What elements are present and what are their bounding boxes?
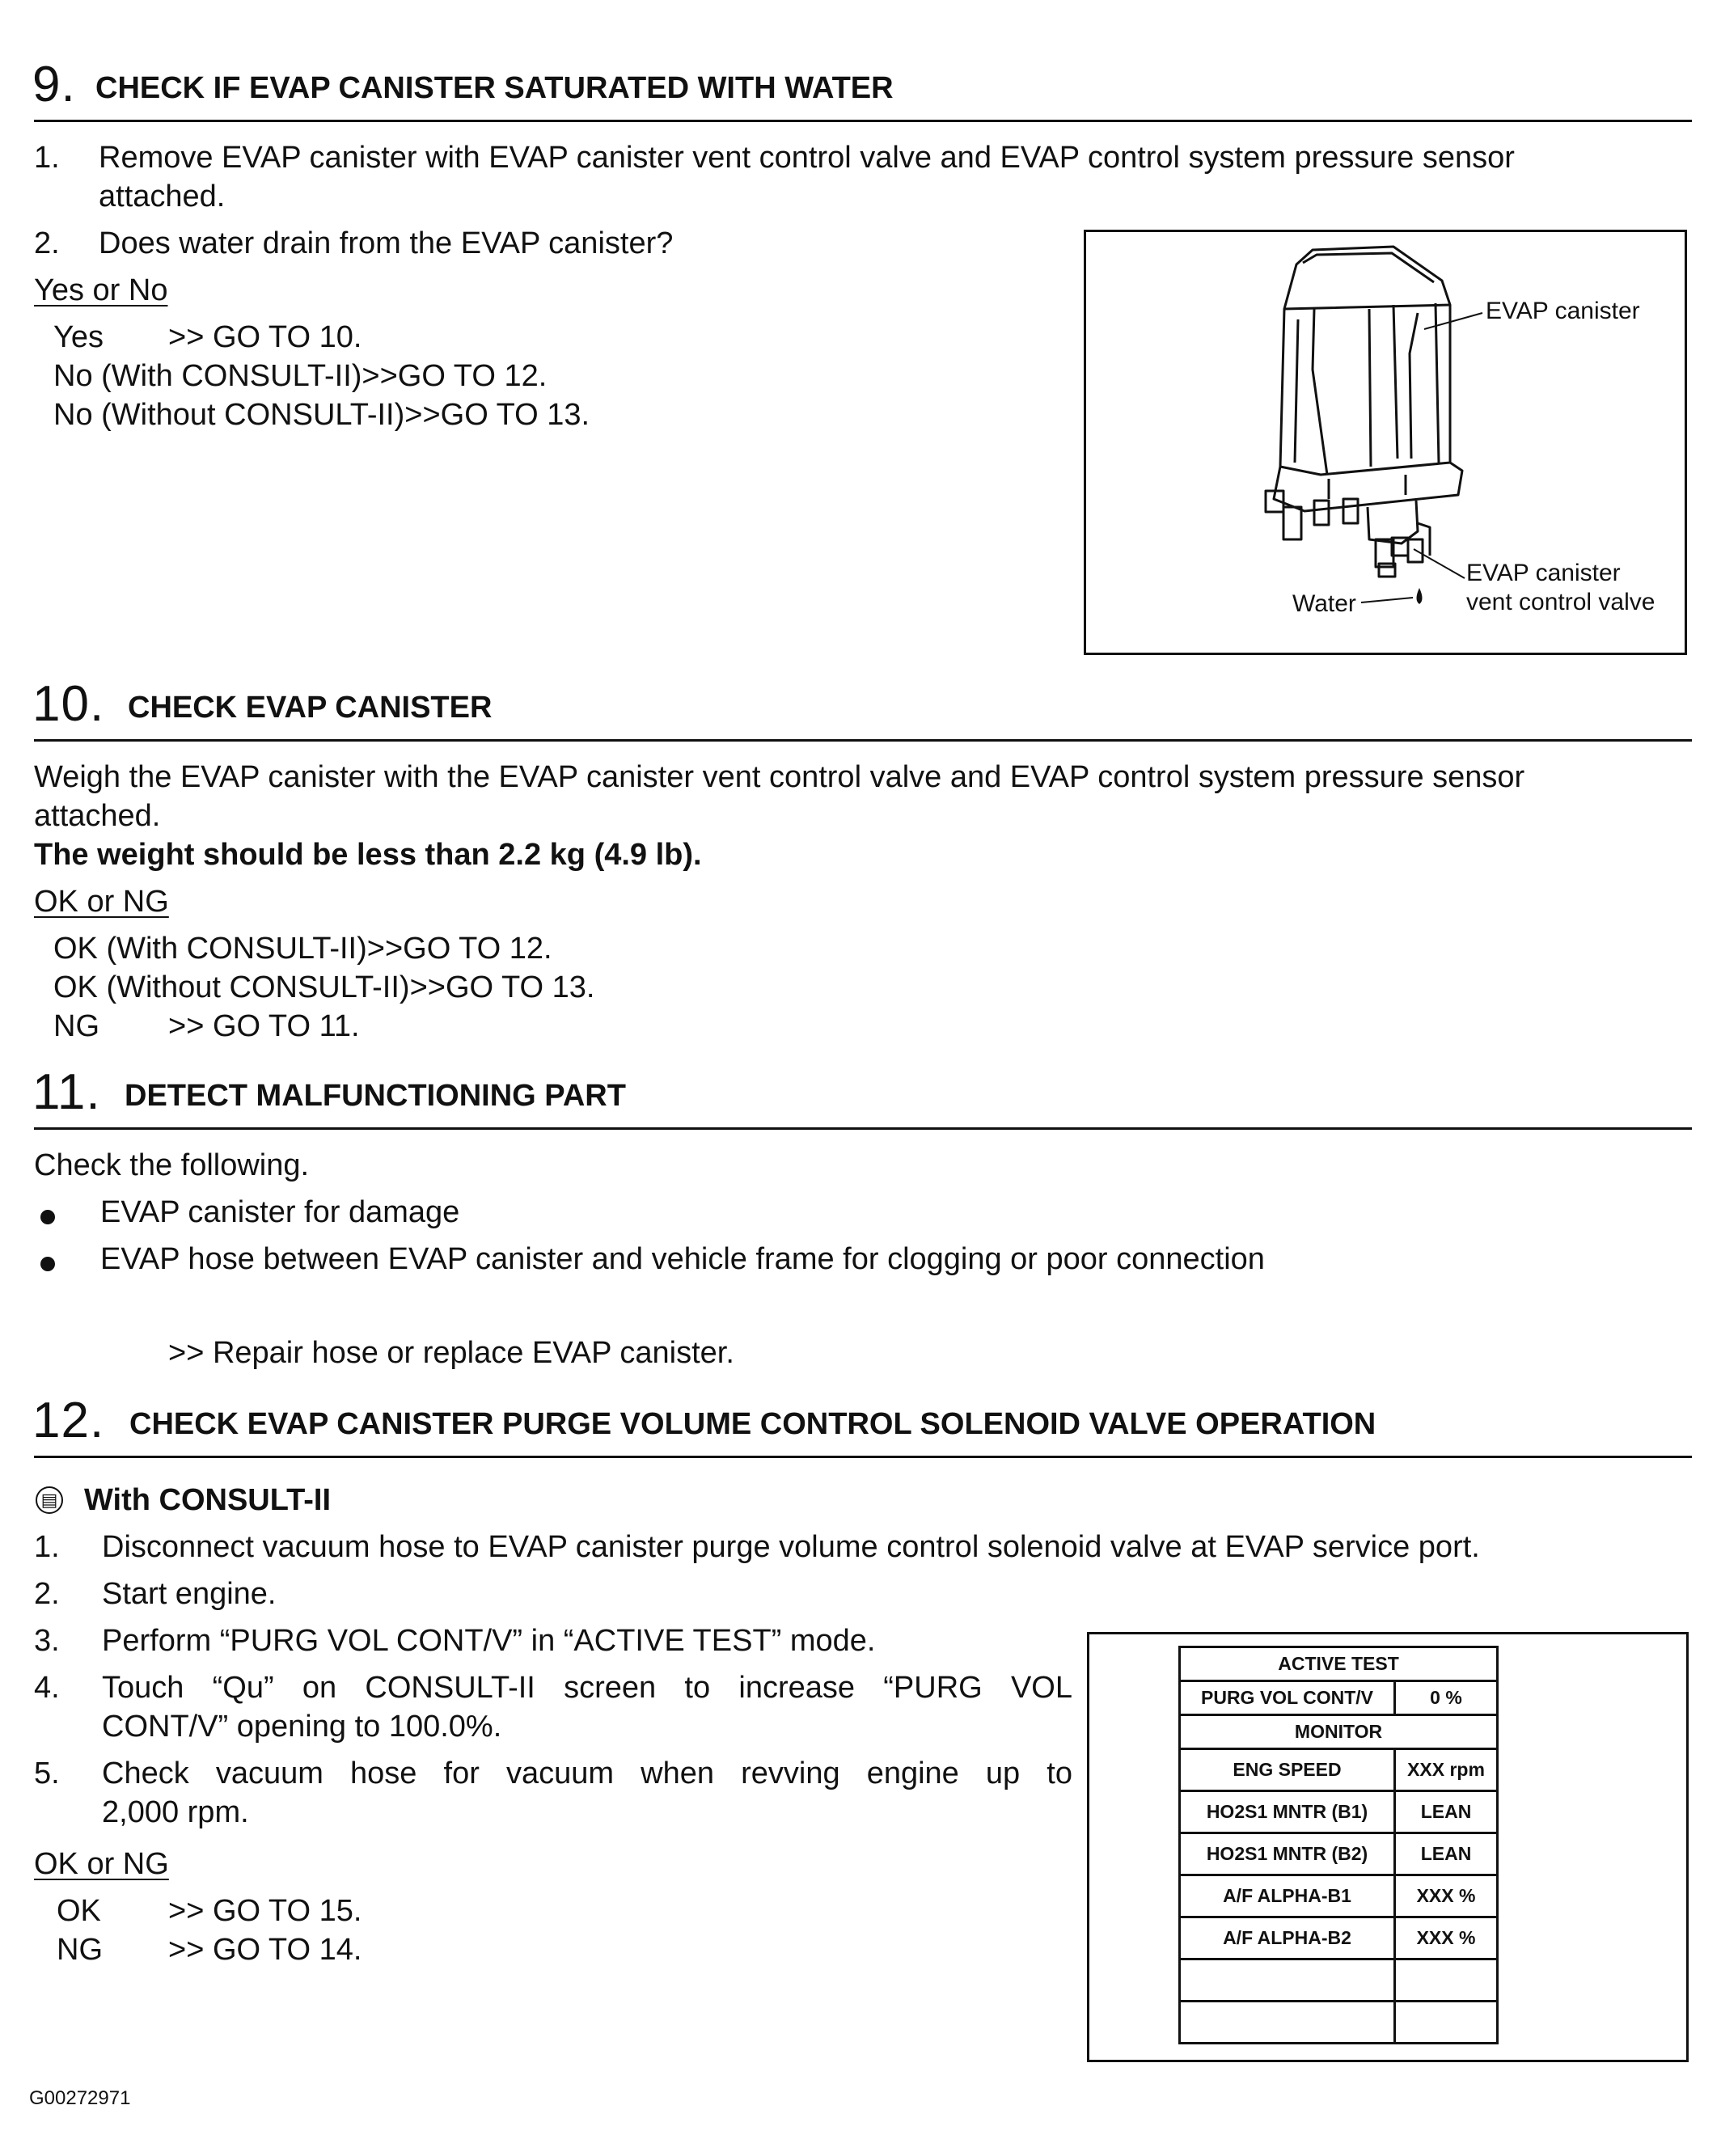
- s10-spec: The weight should be less than 2.2 kg (4.9 lb).: [34, 838, 702, 872]
- s12-result-ng-action: >> GO TO 14.: [168, 1933, 362, 1967]
- s10-result-ok-consult: OK (With CONSULT-II)>>GO TO 12.: [53, 932, 552, 966]
- s9-step-1-num: 1.: [34, 141, 60, 175]
- s12-step-3-num: 3.: [34, 1624, 60, 1658]
- section-12-number: 12.: [32, 1393, 105, 1448]
- s10-decision-label: OK or NG: [34, 885, 169, 919]
- label-vent-valve-line1: EVAP canister: [1466, 560, 1621, 586]
- section-11-number: 11.: [32, 1064, 101, 1120]
- monitor-row-label: A/F ALPHA-B2: [1180, 1917, 1395, 1959]
- section-11-title: DETECT MALFUNCTIONING PART: [125, 1079, 626, 1113]
- section-10-title: CHECK EVAP CANISTER: [128, 691, 493, 725]
- s9-result-no-consult: No (With CONSULT-II)>>GO TO 12.: [53, 359, 548, 393]
- monitor-row-empty: [1395, 2002, 1498, 2044]
- s12-step-5-line1: Check vacuum hose for vacuum when revving engine up to: [102, 1757, 1072, 1790]
- monitor-row-empty: [1395, 1959, 1498, 2002]
- s12-step-2-line1: Start engine.: [102, 1577, 277, 1611]
- s9-decision-label: Yes or No: [34, 273, 168, 307]
- monitor-row-empty: [1180, 1959, 1395, 2002]
- s9-step-2-line1: Does water drain from the EVAP canister?: [99, 226, 674, 260]
- s12-step-5-num: 5.: [34, 1757, 60, 1790]
- purg-vol-label: PURG VOL CONT/V: [1180, 1681, 1395, 1715]
- label-vent-valve-line2: vent control valve: [1466, 589, 1655, 615]
- monitor-row-value: XXX rpm: [1395, 1749, 1498, 1791]
- s10-result-ok-without-consult: OK (Without CONSULT-II)>>GO TO 13.: [53, 970, 595, 1004]
- consult-tool-icon: ▤: [36, 1486, 63, 1514]
- s12-step-4-line2: CONT/V” opening to 100.0%.: [102, 1710, 502, 1744]
- monitor-row-value: XXX %: [1395, 1875, 1498, 1917]
- label-water: Water: [1292, 590, 1356, 617]
- s12-result-ok-key: OK: [57, 1894, 101, 1928]
- s9-result-yes-key: Yes: [53, 320, 104, 354]
- s12-result-ng-key: NG: [57, 1933, 103, 1967]
- s9-result-yes-action: >> GO TO 10.: [168, 320, 362, 354]
- section-9-number: 9.: [32, 57, 76, 112]
- section-12-rule: [34, 1456, 1692, 1458]
- s9-step-1-line2: attached.: [99, 180, 226, 213]
- s12-decision-label: OK or NG: [34, 1847, 169, 1881]
- bullet-icon: [40, 1210, 55, 1224]
- s9-step-1-line1: Remove EVAP canister with EVAP canister vent control valve and EVAP control system pressure sensor: [99, 141, 1515, 175]
- active-test-header: ACTIVE TEST: [1180, 1647, 1498, 1681]
- monitor-row-empty: [1180, 2002, 1395, 2044]
- s10-body-line1: Weigh the EVAP canister with the EVAP canister vent control valve and EVAP control system pressure sensor: [34, 760, 1525, 794]
- s10-result-ng-key: NG: [53, 1009, 99, 1043]
- evap-canister-figure: [1084, 230, 1687, 655]
- section-9-title: CHECK IF EVAP CANISTER SATURATED WITH WATER: [95, 71, 894, 105]
- s9-step-2-num: 2.: [34, 226, 60, 260]
- s11-bullet-2: EVAP hose between EVAP canister and vehicle frame for clogging or poor connection: [100, 1242, 1265, 1276]
- s12-step-1-line1: Disconnect vacuum hose to EVAP canister purge volume control solenoid valve at EVAP service port.: [102, 1530, 1480, 1564]
- s12-step-1-num: 1.: [34, 1530, 60, 1564]
- monitor-row-label: HO2S1 MNTR (B2): [1180, 1833, 1395, 1875]
- monitor-row-value: LEAN: [1395, 1833, 1498, 1875]
- s12-result-ok-action: >> GO TO 15.: [168, 1894, 362, 1928]
- s12-step-4-num: 4.: [34, 1671, 60, 1705]
- monitor-row-value: LEAN: [1395, 1791, 1498, 1833]
- section-11-rule: [34, 1127, 1692, 1130]
- section-10-number: 10.: [32, 676, 105, 732]
- section-10-rule: [34, 739, 1692, 742]
- consult-screen-figure: [1087, 1632, 1689, 2062]
- bullet-icon: [40, 1257, 55, 1271]
- s12-mode-label: With CONSULT-II: [84, 1483, 332, 1517]
- monitor-row-label: ENG SPEED: [1180, 1749, 1395, 1791]
- section-9-rule: [34, 120, 1692, 122]
- monitor-row-value: XXX %: [1395, 1917, 1498, 1959]
- section-12-title: CHECK EVAP CANISTER PURGE VOLUME CONTROL SOLENOID VALVE OPERATION: [129, 1407, 1376, 1441]
- s12-step-5-line2: 2,000 rpm.: [102, 1795, 249, 1829]
- s9-result-no-without-consult: No (Without CONSULT-II)>>GO TO 13.: [53, 398, 590, 432]
- monitor-row-label: A/F ALPHA-B1: [1180, 1875, 1395, 1917]
- monitor-header: MONITOR: [1180, 1715, 1498, 1749]
- s12-step-2-num: 2.: [34, 1577, 60, 1611]
- s11-intro: Check the following.: [34, 1148, 310, 1182]
- s10-result-ng-action: >> GO TO 11.: [168, 1009, 360, 1043]
- s12-step-4-line1: Touch “Qu” on CONSULT-II screen to increase “PURG VOL: [102, 1671, 1072, 1705]
- active-test-table: [1178, 1646, 1499, 2044]
- purg-vol-value: 0 %: [1395, 1681, 1498, 1715]
- s11-action: >> Repair hose or replace EVAP canister.: [168, 1336, 734, 1370]
- s11-bullet-1: EVAP canister for damage: [100, 1195, 460, 1229]
- footer-code: G00272971: [29, 2087, 131, 2109]
- s10-body-line2: attached.: [34, 799, 161, 833]
- s12-step-3-line1: Perform “PURG VOL CONT/V” in “ACTIVE TEST” mode.: [102, 1624, 876, 1658]
- label-evap-canister: EVAP canister: [1486, 298, 1640, 324]
- monitor-row-label: HO2S1 MNTR (B1): [1180, 1791, 1395, 1833]
